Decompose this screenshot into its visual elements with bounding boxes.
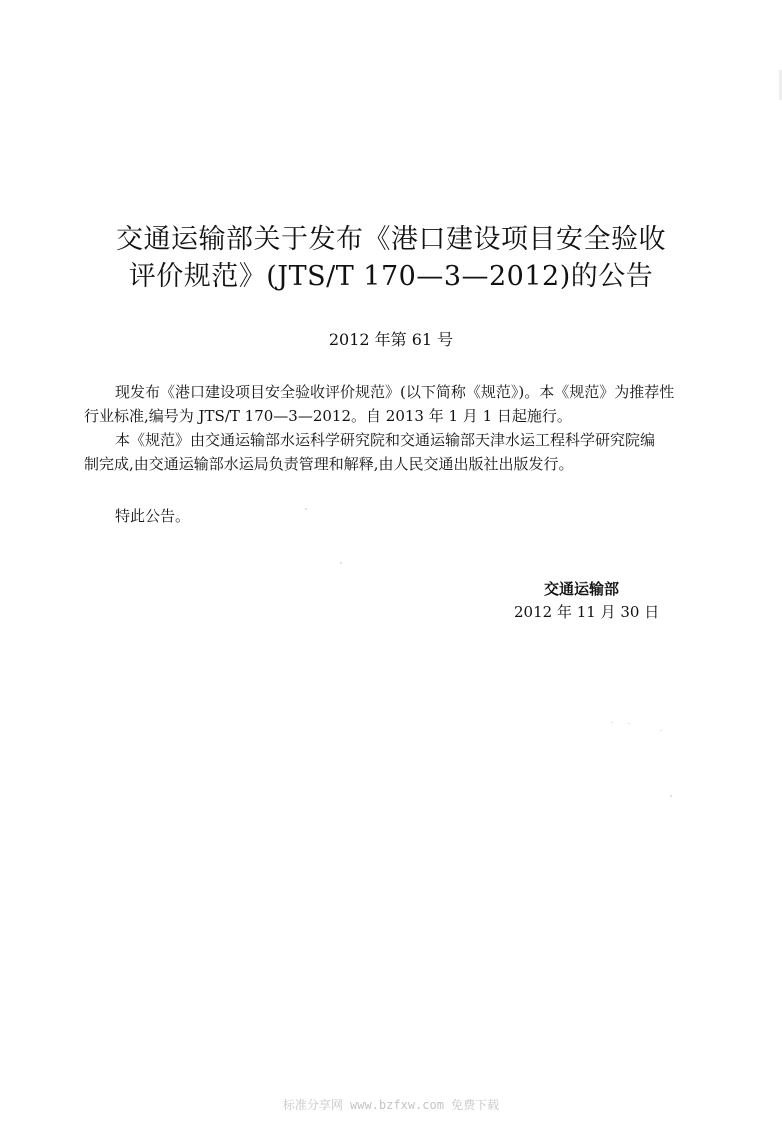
paragraph-closing: 特此公告。: [115, 507, 191, 525]
scan-speck: [305, 508, 307, 510]
scan-speck: [670, 795, 672, 797]
scan-speck: [660, 730, 662, 731]
paragraph-2-line-1: 本《规范》由交通运输部水运科学研究院和交通运输部天津水运工程科学研究院编: [115, 431, 656, 449]
announcement-title-line1: 交通运输部关于发布《港口建设项目安全验收: [116, 224, 666, 255]
scan-speck: [611, 722, 613, 723]
footer-watermark: 标准分享网 www.bzfxw.com 免费下载: [282, 1098, 500, 1112]
document-number: 2012 年第 61 号: [328, 330, 454, 349]
signature-organization: 交通运输部: [544, 580, 620, 598]
scan-speck: [628, 723, 630, 724]
paragraph-1-line-2: 行业标准,编号为 JTS/T 170—3—2012。自 2013 年 1 月 1 日起施行。: [84, 407, 572, 425]
scan-speck: [340, 562, 342, 564]
signature-date: 2012 年 11 月 30 日: [514, 603, 660, 621]
paragraph-1-line-1: 现发布《港口建设项目安全验收评价规范》(以下简称《规范》)。本《规范》为推荐性: [115, 383, 675, 401]
announcement-title-line2: 评价规范》(JTS/T 170—3—2012)的公告: [128, 261, 654, 292]
paragraph-2-line-2: 制完成,由交通运输部水运局负责管理和解释,由人民交通出版社出版发行。: [84, 455, 574, 473]
